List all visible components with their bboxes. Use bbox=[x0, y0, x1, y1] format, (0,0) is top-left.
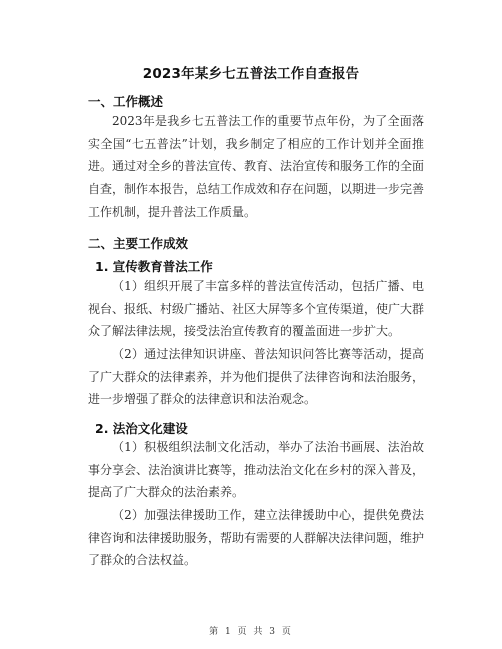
subsection-heading-culture: 2. 法治文化建设 bbox=[95, 421, 188, 436]
section-heading-overview: 一、工作概述 bbox=[88, 94, 164, 109]
overview-paragraph: 2023年是我乡七五普法工作的重要节点年份，为了全面落实全国“七五普法”计划，我乡制定了相应的工作计划并全面推进。通过对全乡的普法宣传、教育、法治宣传和服务工作的全面自查，制作本报告，总结工作成效和存在问题，以期进一步完善工作机制，提升普法工作质量。 bbox=[88, 114, 425, 219]
culture-paragraph-1: （1）积极组织法制文化活动，举办了法治书画展、法治故事分享会、法治演讲比赛等，推动法治文化在乡村的深入普及，提高了广大群众的法治素养。 bbox=[88, 440, 425, 500]
publicity-paragraph-2: （2）通过法律知识讲座、普法知识问答比赛等活动，提高了广大群众的法律素养，并为他们提供了法律咨询和法治服务，进一步增强了群众的法律意识和法治观念。 bbox=[88, 347, 425, 407]
section-heading-achievements: 二、主要工作成效 bbox=[88, 236, 189, 251]
subsection-heading-publicity: 1. 宣传教育普法工作 bbox=[95, 259, 213, 274]
document-title: 2023年某乡七五普法工作自查报告 bbox=[142, 66, 360, 82]
culture-paragraph-2: （2）加强法律援助工作，建立法律援助中心，提供免费法律咨询和法律援助服务，帮助有需要的人群解决法律问题，维护了群众的合法权益。 bbox=[88, 508, 425, 568]
page-number-footer: 第 1 页 共 3 页 bbox=[209, 627, 293, 637]
publicity-paragraph-1: （1）组织开展了丰富多样的普法宣传活动，包括广播、电视台、报纸、村级广播站、社区大屏等多个宣传渠道，使广大群众了解法律法规，接受法治宣传教育的覆盖面进一步扩大。 bbox=[88, 279, 425, 339]
